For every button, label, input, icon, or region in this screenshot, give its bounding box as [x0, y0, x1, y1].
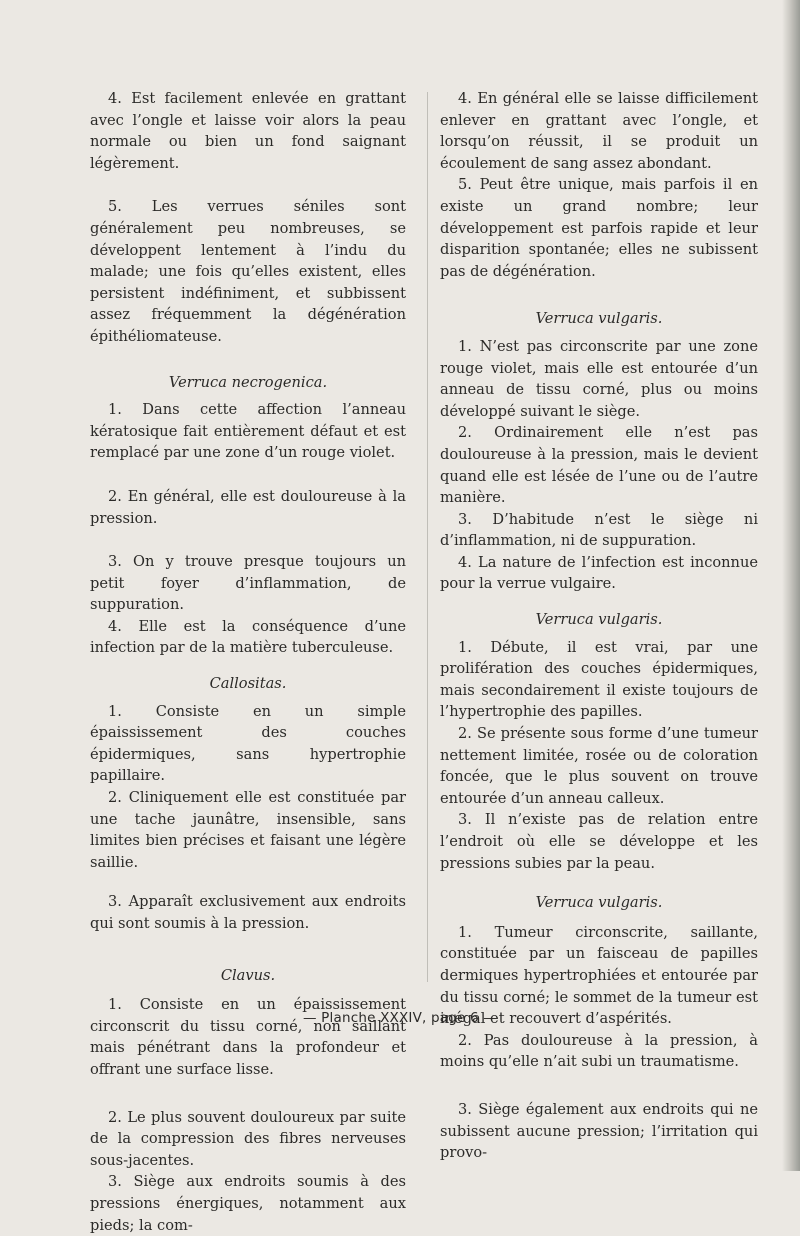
- section-title: Verruca vulgaris.: [535, 894, 663, 912]
- paragraph: 4. Elle est la conséquence d’une infection par de la matière tuberculeuse.: [90, 617, 406, 657]
- page-edge-shadow: [782, 0, 800, 1171]
- section-title: Clavus.: [220, 966, 276, 984]
- section-title: Callositas.: [209, 675, 287, 693]
- paragraph: 3. Siège aux endroits soumis à des pressions énergiques, notamment aux pieds; la com-: [90, 1173, 406, 1234]
- paragraph: 5. Les verrues séniles sont généralement peu nombreuses, se développent lentement à l’indu du malade; une fois qu’elles existent, elles persistent indéfiniment, et subbissent assez fréquemment la dégénération épithéliomateuse.: [90, 198, 406, 345]
- paragraph: 1. Tumeur circonscrite, saillante, constituée par un faisceau de papilles dermiques hypertrophiées et entourée par du tissu corné; le sommet de la tumeur est inégal et recouvert d’aspérités.: [440, 923, 758, 1028]
- paragraph: 2. Se présente sous forme d’une tumeur nettement limitée, rosée ou de coloration foncée, que le plus souvent on trouve entourée d’un anneau calleux.: [440, 725, 758, 807]
- paragraph: 4. La nature de l’infection est inconnue pour la verrue vulgaire.: [440, 553, 758, 593]
- right-column: [440, 88, 758, 1164]
- paragraph: 1. N’est pas circonscrite par une zone rouge violet, mais elle est entourée d’un anneau de tissu corné, plus ou moins développé suivant le siège.: [440, 337, 758, 420]
- paragraph: 5. Peut être unique, mais parfois il en existe un grand nombre; leur développement est parfois rapide et leur disparition spontanée; elles ne subissent pas de dégénération.: [440, 176, 758, 280]
- paragraph: 2. Pas douloureuse à la pression, à moins qu’elle n’ait subi un traumatisme.: [440, 1031, 758, 1071]
- paragraph: 1. Dans cette affection l’anneau kératosique fait entièrement défaut et est remplacé par une zone d’un rouge violet.: [90, 401, 406, 462]
- section-title: Verruca vulgaris.: [535, 310, 663, 328]
- paragraph: 3. D’habitude n’est le siège ni d’inflammation, ni de suppuration.: [440, 510, 758, 550]
- column-divider: [427, 92, 428, 982]
- paragraph: 4. En général elle se laisse difficilement enlever en grattant avec l’ongle, et lorsqu’on réussit, il se produit un écoulement de sang assez abondant.: [440, 90, 758, 172]
- left-column: [90, 88, 406, 1236]
- paragraph: 3. On y trouve presque toujours un petit foyer d’inflammation, de suppuration.: [90, 553, 406, 614]
- paragraph: 1. Consiste en un simple épaississement des couches épidermiques, sans hypertrophie papillaire.: [90, 702, 406, 785]
- paragraph: 2. Ordinairement elle n’est pas douloureuse à la pression, mais le devient quand elle est lésée de l’une ou de l’autre manière.: [440, 424, 758, 507]
- paragraph: 3. Apparaît exclusivement aux endroits qui sont soumis à la pression.: [90, 893, 406, 932]
- paragraph: 1. Consiste en un épaississement circonscrit du tissu corné, non saillant mais pénétrant dans la profondeur et offrant une surface lisse.: [90, 996, 406, 1078]
- section-title: Verruca necrogenica.: [168, 373, 328, 391]
- paragraph: 2. Cliniquement elle est constituée par une tache jaunâtre, insensible, sans limites bien précises et faisant une légère saillie.: [90, 789, 406, 871]
- paragraph: 3. Il n’existe pas de relation entre l’endroit où elle se développe et les pressions subies par la peau.: [440, 811, 758, 872]
- paragraph: 4. Est facilement enlevée en grattant avec l’ongle et laisse voir alors la peau normale ou bien un fond saignant légèrement.: [90, 90, 406, 172]
- paragraph: 1. Débute, il est vrai, par une prolifération des couches épidermiques, mais secondairement il existe toujours de l’hypertrophie des papilles.: [440, 638, 758, 721]
- paragraph: 3. Siège également aux endroits qui ne subissent aucune pression; l’irritation qui provo-: [440, 1100, 758, 1162]
- section-title: Verruca vulgaris.: [535, 611, 663, 629]
- paragraph: 2. Le plus souvent douloureux par suite de la compression des fibres nerveuses sous-jacentes.: [90, 1108, 406, 1169]
- page-footer: — Planche XXXIV, page 6 —: [302, 1010, 498, 1026]
- paragraph: 2. En général, elle est douloureuse à la pression.: [90, 487, 406, 527]
